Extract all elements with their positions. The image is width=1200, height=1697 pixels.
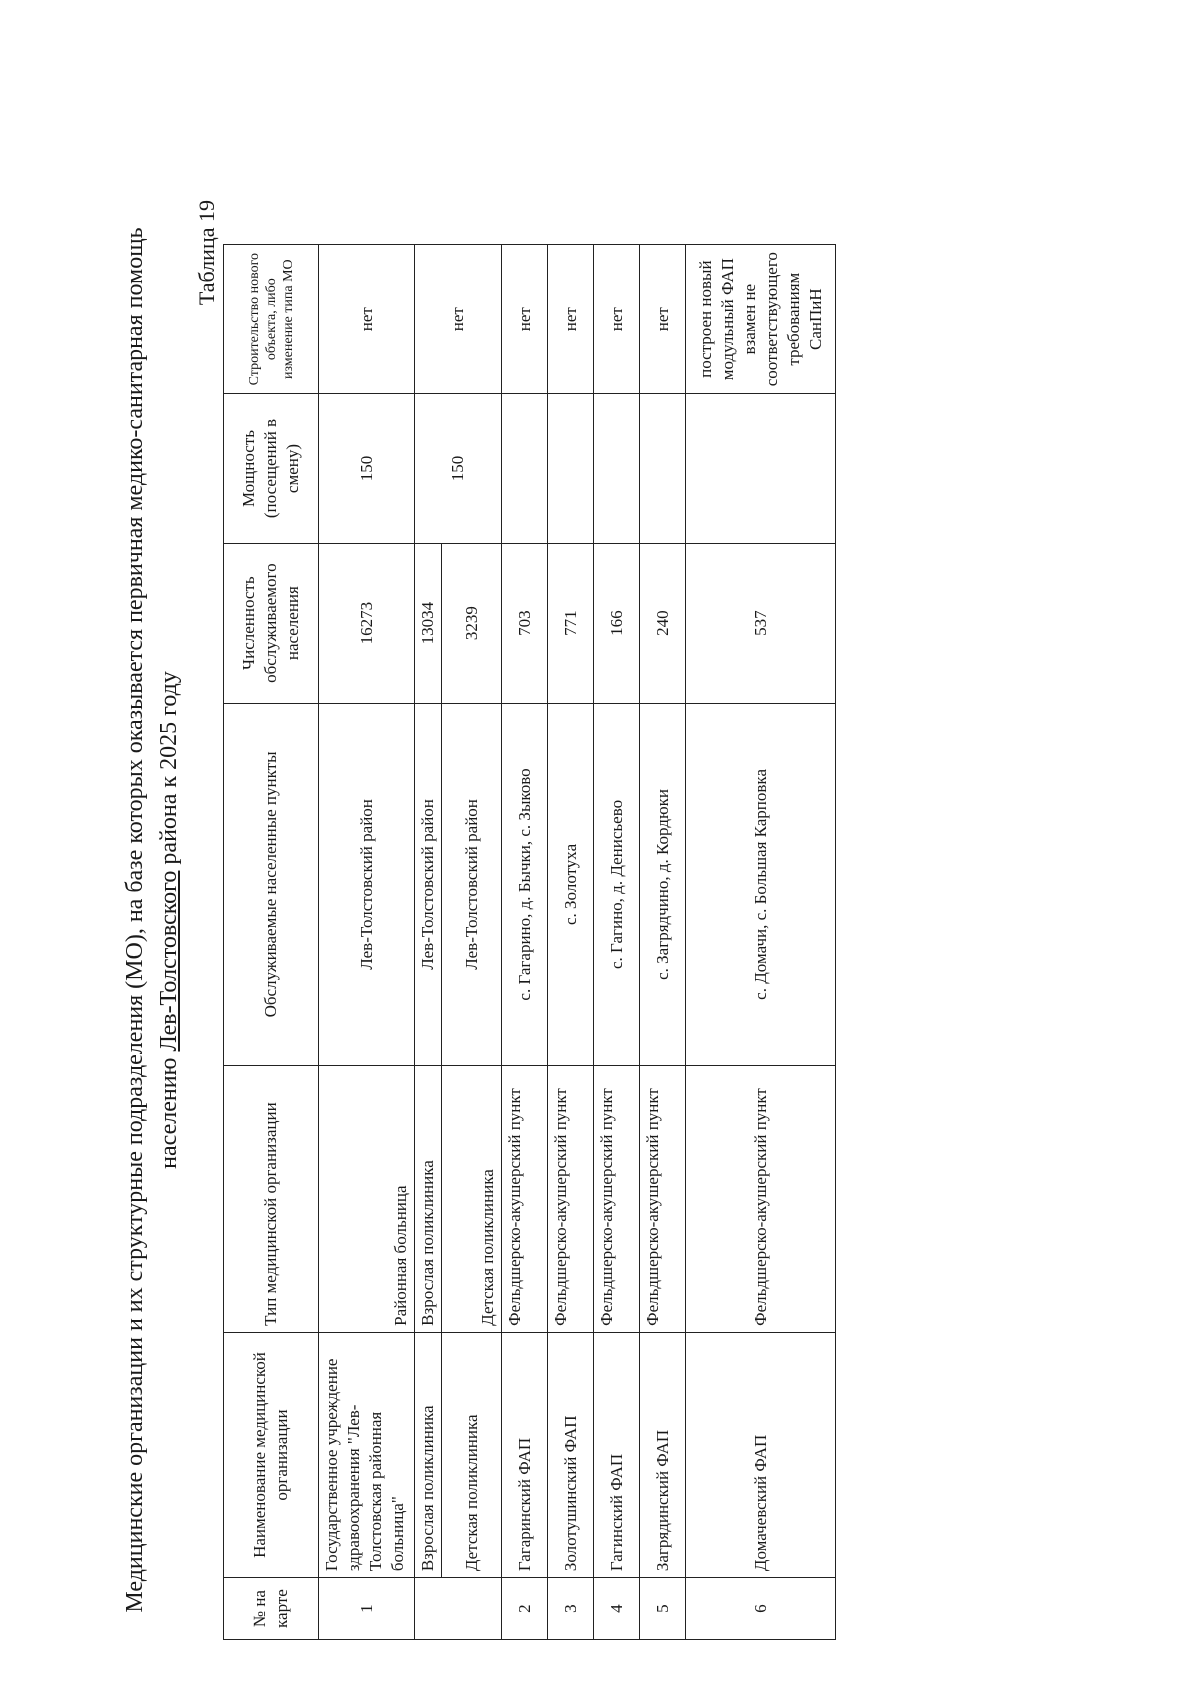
cell-settlements: с. Гагарино, д. Бычки, с. Зыково [502, 703, 548, 1066]
cell-num: 6 [686, 1578, 836, 1640]
title-line-2-end: района к 2025 году [156, 671, 182, 871]
header-construction: Строительство нового объекта, либо изменение типа МО [224, 245, 319, 394]
header-capacity: Мощность (посещений в смену) [224, 394, 319, 543]
cell-settlements: с. Домачи, с. Большая Карповка [686, 703, 836, 1066]
cell-type: Взрослая поликлиника [415, 1066, 442, 1333]
cell-population: 3239 [442, 543, 502, 703]
district-name: Лев-Толстовского [156, 870, 182, 1052]
cell-construction: построен новый модульный ФАП взамен не соответствующего требованиям СанПиН [686, 245, 836, 394]
cell-population: 537 [686, 543, 836, 703]
cell-construction: нет [502, 245, 548, 394]
cell-num: 3 [548, 1578, 594, 1640]
header-type: Тип медицинской организации [224, 1066, 319, 1333]
cell-settlements: Лев-Толстовский район [415, 703, 442, 1066]
cell-capacity-empty [594, 394, 640, 543]
cell-population: 771 [548, 543, 594, 703]
table-row [548, 245, 594, 1640]
table-row [640, 245, 686, 1640]
medical-organizations-table [223, 244, 836, 1640]
cell-num: 1 [319, 1578, 415, 1640]
cell-capacity-empty [640, 394, 686, 543]
cell-construction: нет [594, 245, 640, 394]
cell-name: Гагаринский ФАП [502, 1332, 548, 1577]
cell-construction: нет [319, 245, 415, 394]
cell-num: 5 [640, 1578, 686, 1640]
cell-population: 240 [640, 543, 686, 703]
cell-population: 16273 [319, 543, 415, 703]
cell-type: Фельдшерско-акушерский пункт [594, 1066, 640, 1333]
cell-type: Фельдшерско-акушерский пункт [640, 1066, 686, 1333]
header-population: Численность обслуживаемого населения [224, 543, 319, 703]
cell-population: 13034 [415, 543, 442, 703]
header-num: № на карте [224, 1578, 319, 1640]
cell-name: Взрослая поликлиника [415, 1332, 442, 1577]
cell-capacity: 150 [319, 394, 415, 543]
cell-capacity: 150 [415, 394, 502, 543]
cell-num: 2 [502, 1578, 548, 1640]
table-number: Таблица 19 [194, 200, 219, 306]
document-page [118, 120, 938, 1640]
cell-settlements: с. Гагино, д. Денисьево [594, 703, 640, 1066]
cell-name: Гагинский ФАП [594, 1332, 640, 1577]
cell-capacity-empty [502, 394, 548, 543]
cell-settlements: Лев-Толстовский район [442, 703, 502, 1066]
cell-construction: нет [640, 245, 686, 394]
cell-population: 166 [594, 543, 640, 703]
cell-capacity-empty [548, 394, 594, 543]
cell-settlements: с. Золотуха [548, 703, 594, 1066]
cell-name: Загрядинский ФАП [640, 1332, 686, 1577]
cell-num-empty [415, 1578, 502, 1640]
table-row [594, 245, 640, 1640]
cell-type: Фельдшерско-акушерский пункт [686, 1066, 836, 1333]
header-name: Наименование медицинской организации [224, 1332, 319, 1577]
cell-settlements: с. Загрядчино, д. Кордюки [640, 703, 686, 1066]
cell-construction: нет [415, 245, 502, 394]
header-settlements: Обслуживаемые населенные пункты [224, 703, 319, 1066]
document-title [118, 200, 186, 1640]
cell-type: Детская поликлиника [442, 1066, 502, 1333]
title-line-2-start: населению [156, 1051, 182, 1169]
cell-type: Фельдшерско-акушерский пункт [502, 1066, 548, 1333]
table-row [415, 245, 442, 1640]
table-row [686, 245, 836, 1640]
cell-capacity-empty [686, 394, 836, 543]
cell-construction: нет [548, 245, 594, 394]
cell-num: 4 [594, 1578, 640, 1640]
cell-name: Государственное учреждение здравоохранения "Лев-Толстовская районная больница" [319, 1332, 415, 1577]
cell-type: Фельдшерско-акушерский пункт [548, 1066, 594, 1333]
title-line-1: Медицинские организации и их структурные подразделения (МО), на базе которых оказывается первичная медико-санитарная помощь [122, 227, 148, 1613]
table-header-row [224, 245, 319, 1640]
table-row [319, 245, 415, 1640]
cell-population: 703 [502, 543, 548, 703]
cell-name: Домачевский ФАП [686, 1332, 836, 1577]
cell-settlements: Лев-Толстовский район [319, 703, 415, 1066]
table-row [502, 245, 548, 1640]
cell-name: Детская поликлиника [442, 1332, 502, 1577]
cell-name: Золотушинский ФАП [548, 1332, 594, 1577]
cell-type: Районная больница [319, 1066, 415, 1333]
